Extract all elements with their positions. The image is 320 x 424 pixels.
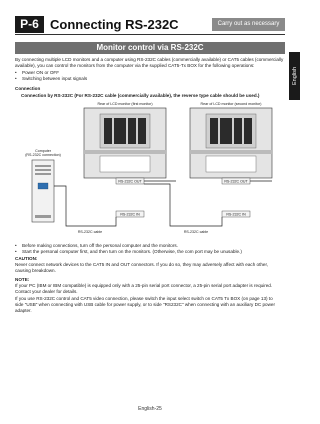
intro-bullet-text: Switching between input signals bbox=[22, 76, 88, 81]
computer-label: Computer bbox=[35, 149, 51, 153]
intro-line-2: available), you can control the monitors from the computer via the supplied CAT5-Tx BOX for the following operations: bbox=[15, 63, 255, 68]
language-tab-label: English bbox=[291, 66, 298, 86]
monitor-rear-first bbox=[84, 108, 166, 178]
second-monitor-out-label: RS-232C OUT bbox=[224, 179, 248, 184]
note-line-5: adapter. bbox=[15, 308, 32, 313]
caution-line-1: Never connect network devices to the CAT5 IN and OUT connectors. If you do so, they may adversely affect with each other, bbox=[15, 262, 269, 267]
after-bullet-text: Start the personal computer first, and then turn on the monitors. (Otherwise, the com port may be unusable.) bbox=[22, 249, 242, 254]
intro-bullet-text: Power ON or OFF bbox=[22, 70, 60, 75]
page-badge: P-6 bbox=[15, 16, 44, 33]
after-bullet-text: Before making connections, turn off the personal computer and the monitors. bbox=[22, 243, 178, 248]
first-monitor-label: Rear of LCD monitor (first monitor) bbox=[97, 102, 153, 106]
first-monitor-in-label: RS-232C IN bbox=[120, 212, 140, 217]
cable-lines bbox=[54, 181, 272, 226]
caution-line-2: causing breakdown. bbox=[15, 268, 56, 273]
carry-out-badge: Carry out as necessary bbox=[212, 18, 285, 31]
note-line-1: If your PC (IBM or IBM compatible) is equipped only with a 25-pin serial port connector, a 25-pin serial port adapter is required. bbox=[15, 283, 273, 288]
monitor-rear-second bbox=[190, 108, 272, 178]
page-title: Connecting RS-232C bbox=[50, 17, 179, 32]
note-heading: NOTE: bbox=[15, 277, 30, 282]
note-line-2: Contact your dealer for details. bbox=[15, 289, 78, 294]
connection-heading: Connection bbox=[15, 86, 41, 91]
computer-connection-label: (RS-232C connection) bbox=[25, 153, 61, 157]
second-monitor-in-label: RS-232C IN bbox=[226, 212, 246, 217]
intro-line-1: By connecting multiple LCD monitors and a computer using RS-232C cables (commercially available) or CAT5 cables (commercially bbox=[15, 57, 284, 62]
note-line-4: side "USB" when connecting with USB cable for power supply, or to side "RS232C" when connecting with an auxiliary DC power bbox=[15, 302, 275, 307]
second-monitor-label: Rear of LCD monitor (second monitor) bbox=[200, 102, 262, 106]
cable-label-first: RS-232C cable bbox=[77, 230, 103, 234]
computer-illustration bbox=[32, 160, 54, 222]
cable-label-second: RS-232C cable bbox=[183, 230, 209, 234]
note-line-3: If you use RS-232C control and CAT5 video connection, please switch the input select switch on CAT5 Tx BOX (on page 13) to bbox=[15, 296, 273, 301]
page-number: English-25 bbox=[138, 406, 162, 412]
section-banner: Monitor control via RS-232C bbox=[15, 42, 285, 54]
first-monitor-out-label: RS-232C OUT bbox=[118, 179, 142, 184]
caution-heading: CAUTION: bbox=[15, 256, 38, 261]
connection-subheading: Connection by RS-232C (For RS-232C cable (commercially available), the reverse type cable should be used.) bbox=[21, 93, 260, 98]
